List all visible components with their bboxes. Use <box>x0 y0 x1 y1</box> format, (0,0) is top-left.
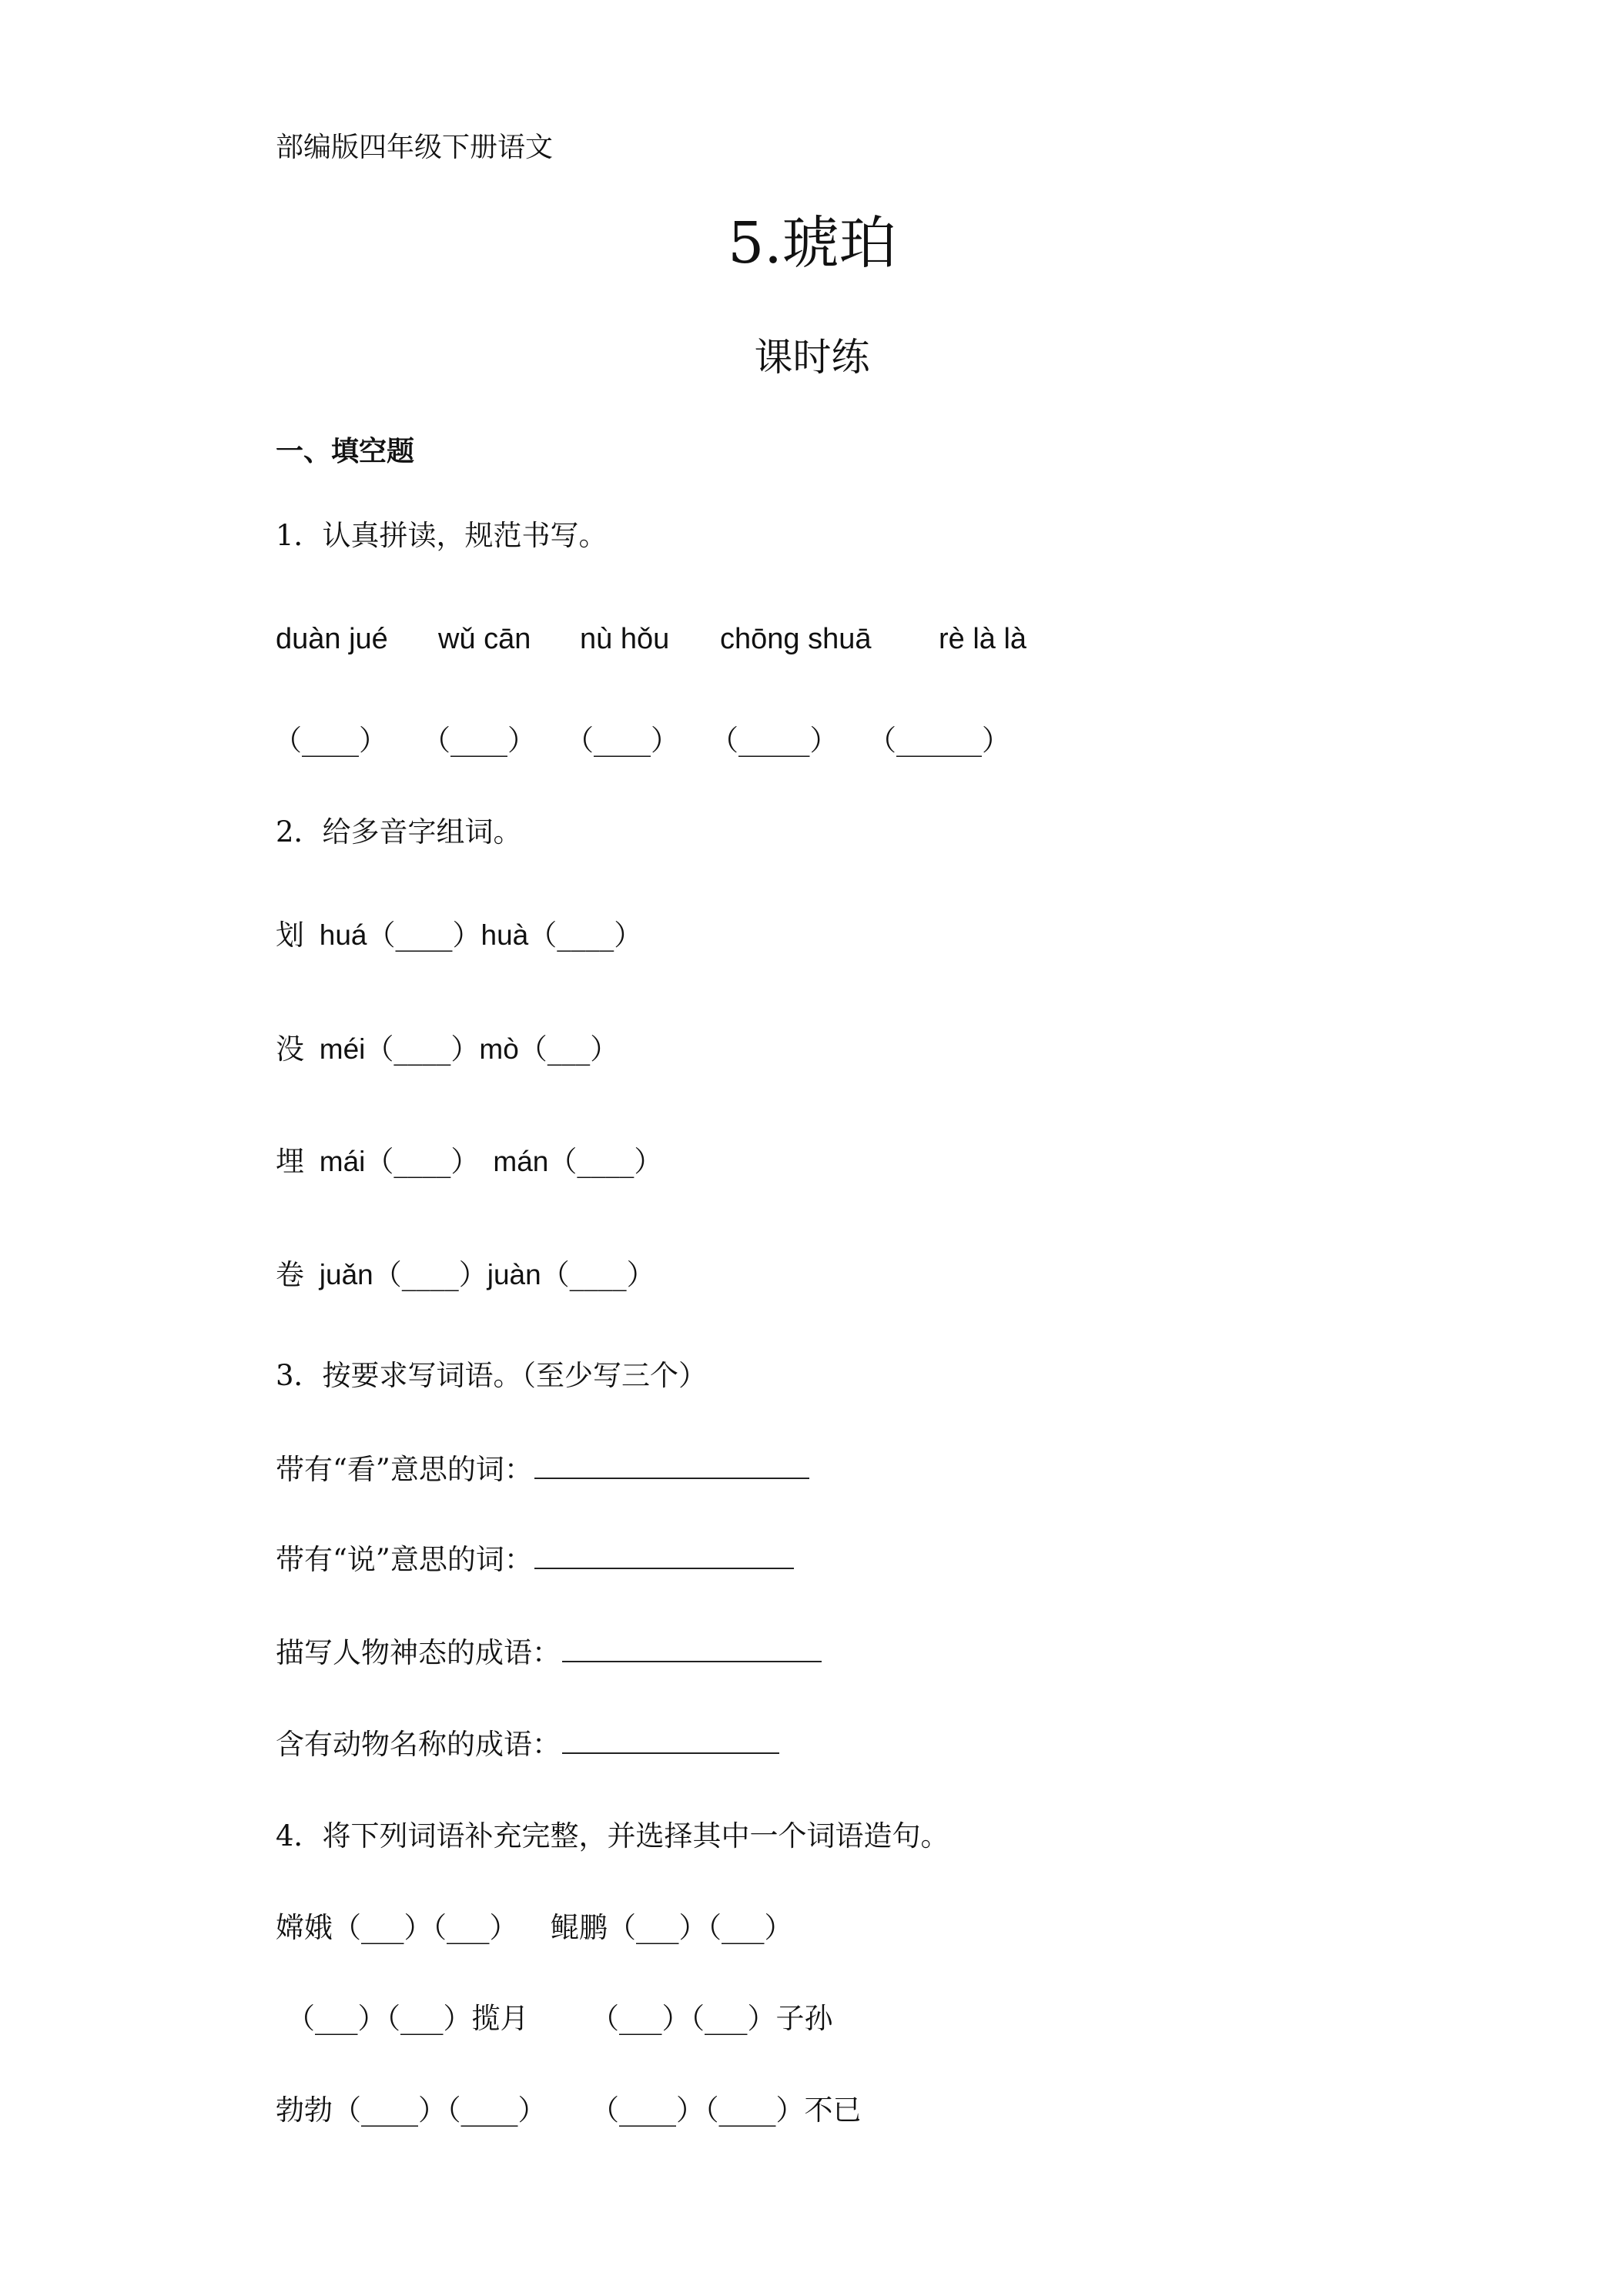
answer-blank: （____） <box>365 1145 480 1178</box>
idiom-item: 鲲鹏（___）（___） <box>551 1911 793 1944</box>
answer-line <box>534 1453 809 1479</box>
answer-blank: （____） <box>422 724 536 757</box>
answer-blank: （_____） <box>710 724 839 757</box>
answer-blank: （____） <box>365 1033 480 1066</box>
polyphone-row <box>276 919 642 952</box>
word-task-label: 带有“看”意思的词： <box>276 1453 533 1486</box>
word-task-label: 描写人物神态的成语： <box>276 1636 561 1669</box>
answer-line <box>534 1543 794 1569</box>
idiom-item: （____）（____）不已 <box>591 2094 862 2127</box>
polyphone-row <box>276 1145 662 1179</box>
q1-pinyin-row <box>0 621 1624 658</box>
polyphone-char: 埋 <box>276 1145 304 1178</box>
page-title: 5.琥珀 <box>728 210 896 276</box>
q2-prompt: 2．给多音字组词。 <box>276 815 522 848</box>
pinyin-item: nù hǒu <box>580 623 670 655</box>
polyphone-row <box>276 1033 618 1066</box>
idiom-row <box>0 1911 1624 1945</box>
word-task-row <box>276 1453 809 1487</box>
word-task-row <box>276 1728 779 1762</box>
section-heading: 一、填空题 <box>276 436 415 467</box>
answer-blank: （____） <box>373 1258 487 1291</box>
document-header: 部编版四年级下册语文 <box>276 132 554 163</box>
reading-pinyin: méi <box>319 1033 366 1065</box>
answer-blank: （____） <box>273 724 387 757</box>
pinyin-item: wǔ cān <box>438 623 531 655</box>
idiom-item: 嫦娥（___）（___） <box>276 1911 518 1944</box>
polyphone-char: 卷 <box>276 1258 304 1291</box>
pinyin-item: rè là là <box>939 623 1027 655</box>
q1-prompt: 1．认真拼读，规范书写。 <box>276 519 608 552</box>
reading-pinyin: mán <box>493 1146 549 1177</box>
reading-pinyin: juǎn <box>319 1259 373 1290</box>
word-task-row <box>276 1543 794 1577</box>
idiom-row <box>0 2094 1624 2127</box>
idiom-item: （___）（___）子孙 <box>591 2002 833 2035</box>
q1-blank-row <box>0 724 1624 758</box>
reading-pinyin: juàn <box>487 1259 541 1290</box>
word-task-row <box>276 1636 822 1670</box>
pinyin-item: chōng shuā <box>720 623 872 655</box>
polyphone-char: 划 <box>276 919 304 952</box>
answer-blank: （______） <box>868 724 1010 757</box>
polyphone-char: 没 <box>276 1033 304 1066</box>
reading-pinyin: huà <box>481 919 529 951</box>
idiom-item: （___）（___）揽月 <box>286 2002 529 2035</box>
answer-line <box>562 1636 822 1662</box>
answer-blank: （____） <box>528 919 643 952</box>
answer-blank: （____） <box>548 1145 663 1178</box>
pinyin-item: duàn jué <box>276 623 388 655</box>
word-task-label: 带有“说”意思的词： <box>276 1543 533 1576</box>
q4-prompt: 4．将下列词语补充完整，并选择其中一个词语造句。 <box>276 1819 949 1853</box>
word-task-label: 含有动物名称的成语： <box>276 1728 561 1761</box>
page-subtitle: 课时练 <box>754 335 870 380</box>
answer-blank: （____） <box>541 1258 655 1291</box>
answer-blank: （___） <box>518 1033 619 1066</box>
polyphone-row <box>276 1258 655 1292</box>
answer-blank: （____） <box>367 919 481 952</box>
answer-line <box>562 1728 779 1754</box>
idiom-item: 勃勃（____）（____） <box>276 2094 547 2127</box>
reading-pinyin: mái <box>319 1146 366 1177</box>
reading-pinyin: huá <box>319 919 367 951</box>
idiom-row <box>0 2002 1624 2036</box>
q3-prompt: 3．按要求写词语。（至少写三个） <box>276 1359 708 1392</box>
reading-pinyin: mò <box>479 1033 519 1065</box>
answer-blank: （____） <box>565 724 679 757</box>
